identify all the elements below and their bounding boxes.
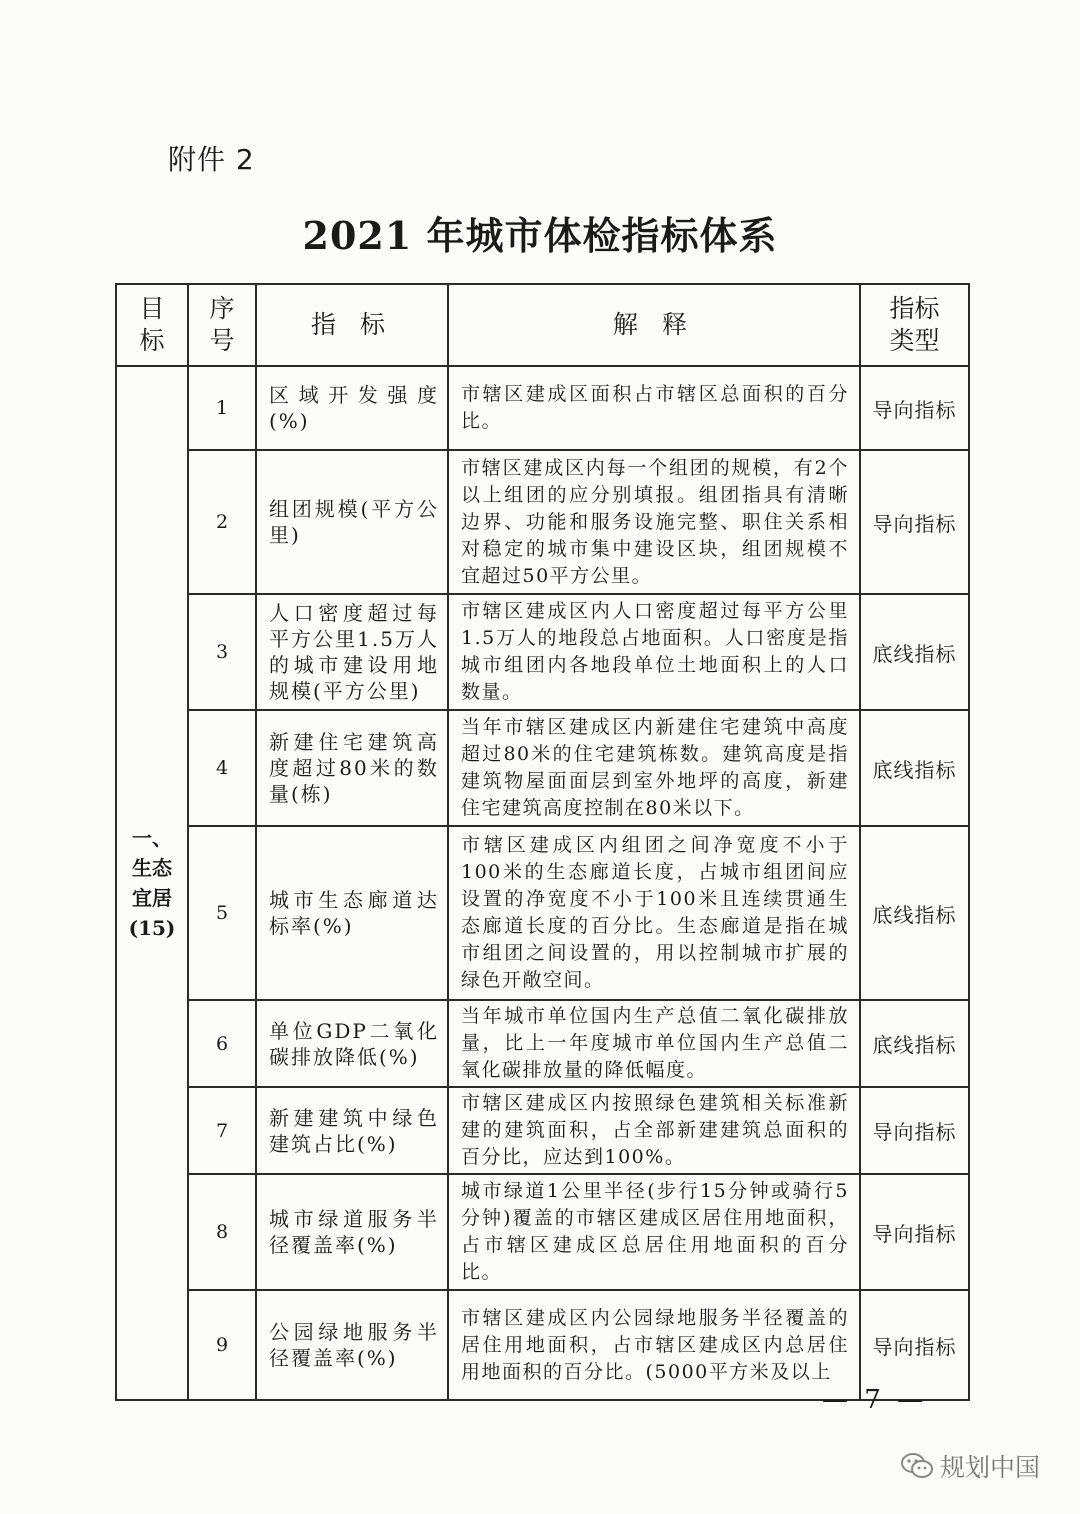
table-row [116,1290,969,1400]
header-type-line1: 指标 [889,294,940,323]
row-type: 底线指标 [860,594,969,710]
table-row [116,826,969,1000]
row-indicator: 人口密度超过每平方公里1.5万人的城市建设用地规模(平方公里) [256,594,448,710]
header-goal-line1: 目 [139,294,165,323]
table-row [116,710,969,826]
table-row [116,1087,969,1174]
indicator-table [115,283,970,1401]
row-type: 导向指标 [860,366,969,450]
row-indicator: 区域开发强度(%) [256,366,448,450]
header-goal [116,284,188,366]
goal-count: (15) [128,916,176,940]
watermark [900,1448,1040,1484]
row-explanation: 市辖区建成区面积占市辖区总面积的百分比。 [448,366,860,450]
page-number: — 7 — [822,1385,928,1415]
row-number: 3 [188,594,256,710]
page-title: 2021 年城市体检指标体系 [302,213,778,258]
row-type: 导向指标 [860,450,969,594]
table-row [116,1000,969,1087]
row-indicator: 城市绿道服务半径覆盖率(%) [256,1174,448,1290]
row-indicator: 新建住宅建筑高度超过80米的数量(栋) [256,710,448,826]
row-explanation: 当年城市单位国内生产总值二氧化碳排放量，比上一年度城市单位国内生产总值二氧化碳排放量的降低幅度。 [448,1000,860,1087]
row-number: 4 [188,710,256,826]
header-indicator: 指 标 [256,284,448,366]
row-indicator: 新建建筑中绿色建筑占比(%) [256,1087,448,1174]
row-explanation: 市辖区建成区内按照绿色建筑相关标准新建的建筑面积，占全部新建建筑总面积的百分比，应达到100%。 [448,1087,860,1174]
row-indicator: 单位GDP二氧化碳排放降低(%) [256,1000,448,1087]
table-header-row [116,284,969,366]
row-explanation: 市辖区建成区内每一个组团的规模，有2个以上组团的应分别填报。组团指具有清晰边界、功能和服务设施完整、职住关系相对稳定的城市集中建设区块，组团规模不宜超过50平方公里。 [448,450,860,594]
header-seq [188,284,256,366]
table-row [116,594,969,710]
row-explanation: 当年市辖区建成区内新建住宅建筑中高度超过80米的住宅建筑栋数。建筑高度是指建筑物屋面面层到室外地坪的高度，新建住宅建筑高度控制在80米以下。 [448,710,860,826]
goal-cell [116,366,188,1400]
table-row [116,1174,969,1290]
watermark-text: 规划中国 [940,1453,1041,1482]
row-number: 1 [188,366,256,450]
row-number: 2 [188,450,256,594]
header-explanation: 解 释 [448,284,860,366]
row-number: 8 [188,1174,256,1290]
row-number: 6 [188,1000,256,1087]
goal-line1: 生态 [132,856,172,880]
row-explanation: 市辖区建成区内公园绿地服务半径覆盖的居住用地面积，占市辖区建成区内总居住用地面积的百分比。(5000平方米及以上 [448,1290,860,1400]
row-indicator: 组团规模(平方公里) [256,450,448,594]
table-row [116,450,969,594]
row-type: 导向指标 [860,1087,969,1174]
row-type: 底线指标 [860,1000,969,1087]
header-seq-line1: 序 [209,294,235,323]
row-explanation: 市辖区建成区内人口密度超过每平方公里1.5万人的地段总占地面积。人口密度是指城市组团内各地段单位土地面积上的人口数量。 [448,594,860,710]
row-number: 7 [188,1087,256,1174]
header-goal-line2: 标 [139,326,165,355]
row-explanation: 城市绿道1公里半径(步行15分钟或骑行5分钟)覆盖的市辖区建成区居住用地面积，占市辖区建成区总居住用地面积的百分比。 [448,1174,860,1290]
attachment-label: 附件 2 [168,143,255,176]
indicator-table-container [115,283,968,1383]
header-type-line2: 类型 [889,326,940,355]
row-indicator: 公园绿地服务半径覆盖率(%) [256,1290,448,1400]
goal-prefix: 一、 [132,826,172,850]
row-indicator: 城市生态廊道达标率(%) [256,826,448,1000]
row-number: 9 [188,1290,256,1400]
row-type: 底线指标 [860,710,969,826]
row-type: 底线指标 [860,826,969,1000]
wechat-icon [900,1452,934,1480]
table-row [116,366,969,450]
header-type [860,284,969,366]
row-explanation: 市辖区建成区内组团之间净宽度不小于100米的生态廊道长度，占城市组团间应设置的净宽度不小于100米且连续贯通生态廊道长度的百分比。生态廊道是指在城市组团之间设置的，用以控制城市扩展的绿色开敞空间。 [448,826,860,1000]
header-seq-line2: 号 [209,326,235,355]
row-number: 5 [188,826,256,1000]
goal-line2: 宜居 [132,886,172,910]
row-type: 导向指标 [860,1290,969,1400]
row-type: 导向指标 [860,1174,969,1290]
